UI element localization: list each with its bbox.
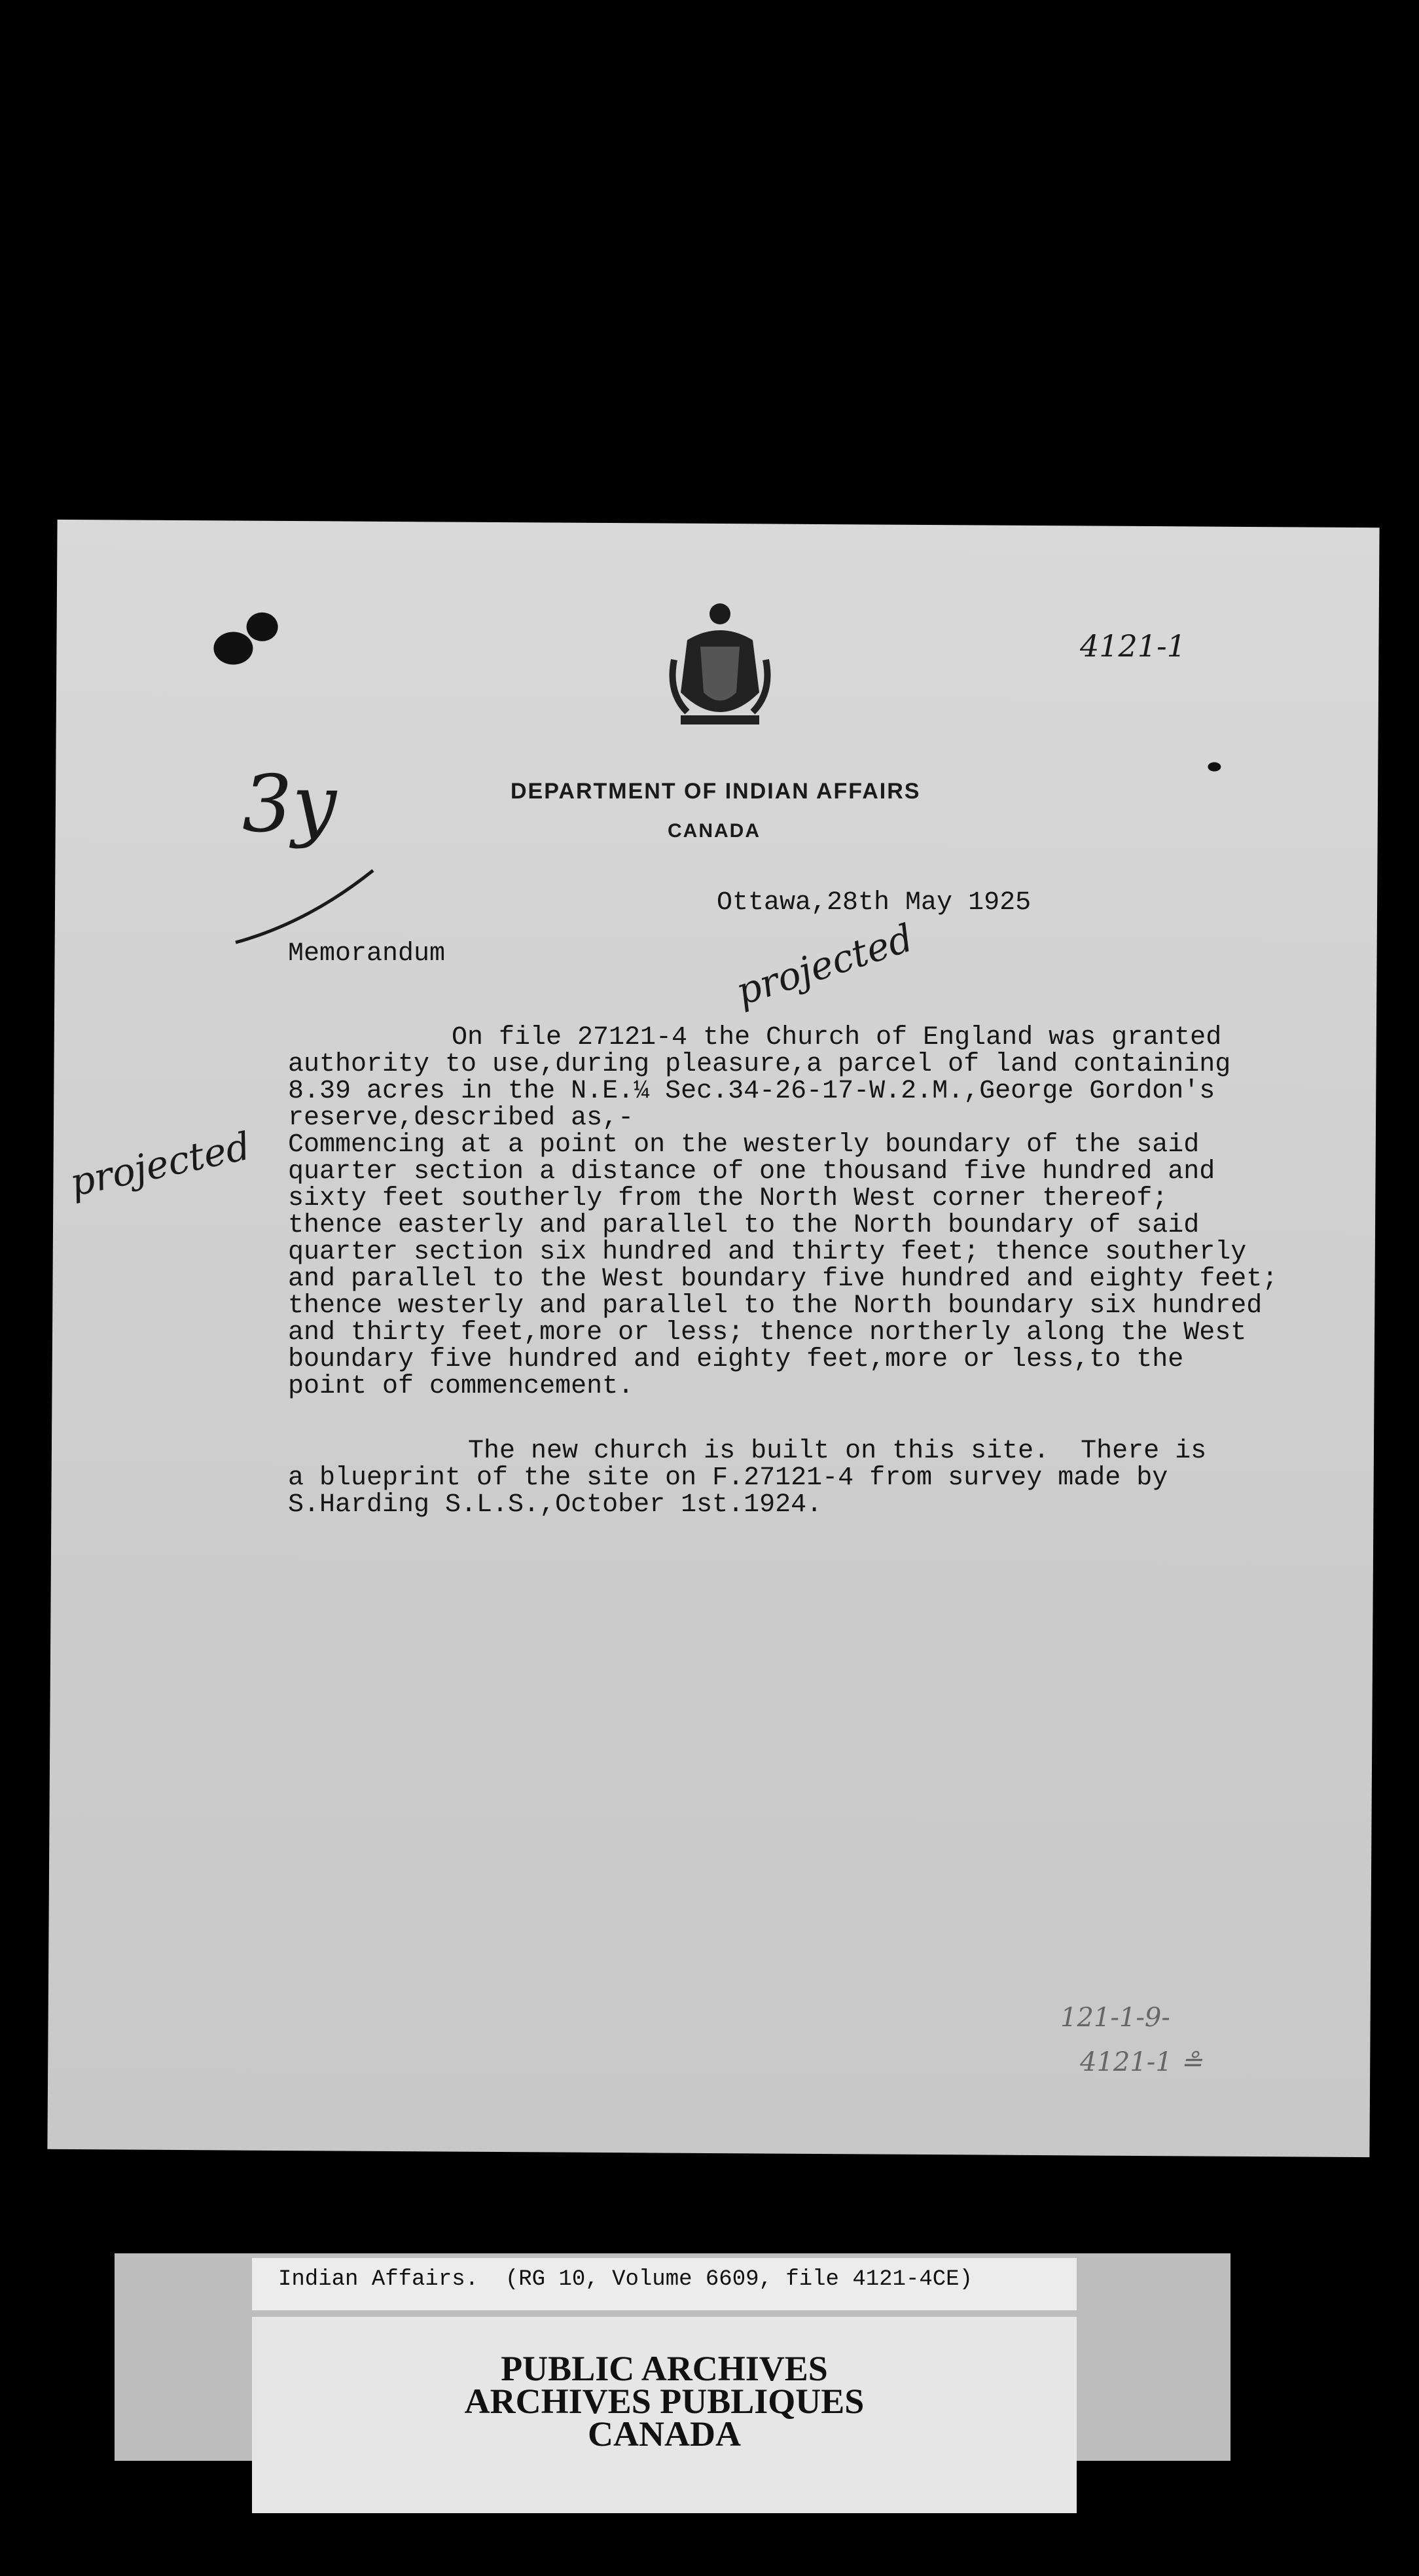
body-line: quarter section a distance of one thousand five hundred and <box>288 1157 1215 1187</box>
body-line: sixty feet southerly from the North West corner thereof; <box>288 1184 1168 1213</box>
archive-stamp-line-3: CANADA <box>588 2414 741 2454</box>
archive-citation: Indian Affairs. (RG 10, Volume 6609, file 4121-4CE) <box>278 2267 973 2292</box>
body-line: thence easterly and parallel to the North boundary of said <box>288 1211 1200 1240</box>
body-line: thence westerly and parallel to the North boundary six hundred <box>288 1291 1263 1321</box>
body-line: a blueprint of the site on F.27121-4 from survey made by <box>288 1463 1168 1493</box>
body-line: point of commencement. <box>288 1372 634 1401</box>
ink-smudge <box>1208 762 1221 772</box>
memo-title: Memorandum <box>288 939 446 969</box>
handwritten-projected-margin: projected <box>65 1123 255 1206</box>
file-reference-handwritten: 4121-1 <box>1080 628 1186 664</box>
body-line: and parallel to the West boundary five hundred and eighty feet; <box>288 1264 1278 1294</box>
bottom-reference-1: 121-1-9- <box>1060 2003 1170 2033</box>
ink-blot <box>213 632 253 664</box>
handwritten-projected-top: projected <box>730 915 918 1014</box>
ink-blot <box>246 613 278 641</box>
body-line: On file 27121-4 the Church of England was granted <box>452 1023 1222 1052</box>
body-line: boundary five hundred and eighty feet,more or less,to the <box>288 1345 1184 1374</box>
body-line: quarter section six hundred and thirty feet; thence southerly <box>288 1238 1247 1267</box>
archive-stamp-line-1: PUBLIC ARCHIVES <box>501 2349 828 2388</box>
coat-of-arms-icon <box>661 601 779 732</box>
margin-stroke <box>229 857 380 949</box>
body-line: reserve,described as,- <box>288 1103 634 1133</box>
body-line: Commencing at a point on the westerly boundary of the said <box>288 1130 1200 1160</box>
body-line: 8.39 acres in the N.E.¼ Sec.34-26-17-W.2.M.,George Gordon's <box>288 1077 1215 1106</box>
department-heading: DEPARTMENT OF INDIAN AFFAIRS <box>511 779 921 804</box>
margin-number-handwritten: 3y <box>242 759 337 850</box>
body-line: authority to use,during pleasure,a parcel of land containing <box>288 1050 1231 1079</box>
archive-stamp-line-2: ARCHIVES PUBLIQUES <box>464 2382 865 2421</box>
body-line: S.Harding S.L.S.,October 1st.1924. <box>288 1490 823 1520</box>
bottom-reference-2: 4121-1 ≗ <box>1080 2047 1202 2077</box>
body-line: and thirty feet,more or less; thence northerly along the West <box>288 1318 1247 1348</box>
archive-citation-strip <box>252 2258 1077 2310</box>
date-line: Ottawa,28th May 1925 <box>717 888 1032 918</box>
country-heading: CANADA <box>668 820 761 842</box>
body-line: The new church is built on this site. There is <box>468 1437 1207 1466</box>
